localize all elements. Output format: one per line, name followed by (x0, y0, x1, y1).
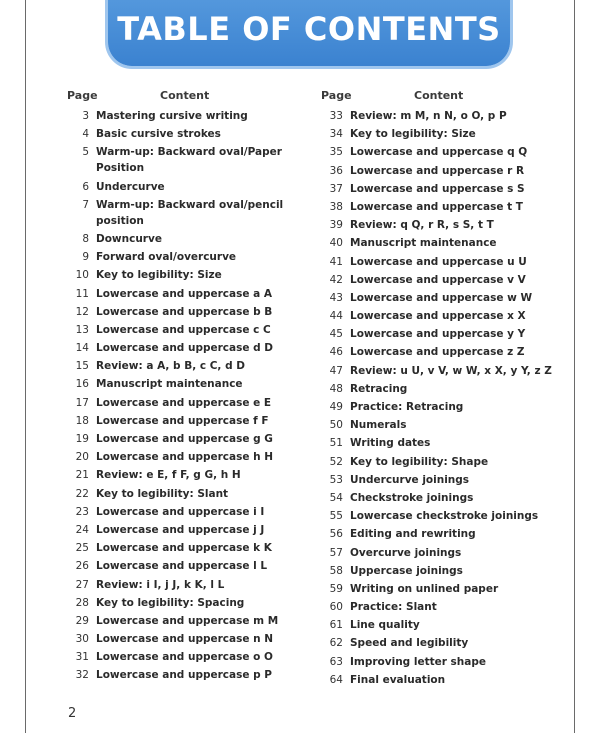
toc-entry-page: 3 (82, 110, 89, 122)
left-content-header: Content (160, 89, 210, 102)
toc-entry (321, 599, 571, 615)
toc-entry-title: Key to legibility: Slant (96, 487, 229, 500)
toc-entry-page: 53 (329, 473, 343, 486)
toc-entry-title: Lowercase and uppercase p P (96, 669, 272, 682)
toc-entry (67, 613, 317, 629)
toc-entry-title: Writing on unlined paper (350, 582, 499, 595)
toc-entry (67, 267, 317, 283)
toc-entry-page: 15 (75, 360, 89, 373)
toc-entry (321, 563, 571, 579)
toc-entry-page: 24 (75, 523, 89, 536)
right-content-header: Content (414, 89, 464, 102)
toc-entry-title: Basic cursive strokes (96, 128, 221, 141)
toc-entry (321, 454, 571, 470)
toc-entry-page: 27 (75, 578, 89, 591)
toc-entry (321, 254, 571, 270)
toc-entry-page: 17 (75, 396, 89, 409)
toc-entry-page: 63 (329, 655, 343, 668)
toc-entry-page: 13 (75, 323, 89, 336)
toc-entry-title: Lowercase and uppercase k K (96, 542, 272, 555)
toc-entry-page: 25 (75, 542, 89, 555)
toc-entry-page: 4 (82, 128, 89, 141)
toc-entry-page: 59 (329, 582, 343, 595)
toc-entry (321, 472, 571, 488)
toc-entry (321, 108, 571, 124)
toc-entry-page: 29 (75, 614, 89, 627)
toc-entry-title: Review: i I, j J, k K, l L (96, 578, 225, 591)
toc-entry-title: Review: a A, b B, c C, d D (96, 360, 245, 373)
toc-entry (67, 467, 317, 483)
page-edge-right (574, 0, 575, 733)
toc-entry (67, 522, 317, 538)
toc-entry (321, 163, 571, 179)
toc-entry-title: Writing dates (350, 437, 431, 450)
toc-entry-page: 34 (329, 128, 343, 141)
toc-entry-page: 52 (329, 455, 343, 468)
toc-entry-page: 54 (329, 491, 343, 504)
toc-entry-title: Key to legibility: Size (96, 269, 222, 282)
toc-entry-title: Lowercase and uppercase e E (96, 396, 272, 409)
toc-entry-page: 51 (329, 437, 343, 450)
toc-entry-title: Editing and rewriting (350, 528, 476, 541)
toc-entry-title: Lowercase and uppercase b B (96, 305, 273, 318)
toc-entry-title: Lowercase and uppercase m M (96, 614, 279, 627)
toc-entry (321, 326, 571, 342)
toc-entry-title: Manuscript maintenance (350, 237, 497, 250)
toc-entry (67, 413, 317, 429)
toc-entry-page: 57 (329, 546, 343, 559)
toc-entry-page: 62 (329, 637, 343, 650)
toc-entry-title: Lowercase and uppercase w W (350, 291, 533, 304)
toc-entry (67, 540, 317, 556)
toc-entry (321, 235, 571, 251)
page-title: TABLE OF CONTENTS (117, 10, 501, 48)
toc-entry (321, 635, 571, 651)
toc-entry-page: 23 (75, 505, 89, 518)
right-page-header: Page (321, 89, 352, 102)
toc-entry (67, 649, 317, 665)
toc-entry (67, 231, 317, 247)
toc-entry (321, 272, 571, 288)
toc-entry-page: 16 (75, 378, 89, 391)
toc-entry-page: 44 (329, 310, 343, 323)
toc-entry-title: Lowercase and uppercase z Z (350, 346, 525, 359)
toc-entry-page: 19 (75, 433, 89, 445)
toc-entry-title: Lowercase and uppercase h H (96, 451, 274, 464)
toc-entry (321, 490, 571, 506)
toc-entry-title: Key to legibility: Size (350, 128, 476, 141)
toc-entry-title: Lowercase and uppercase c C (96, 323, 271, 336)
toc-entry (67, 577, 317, 593)
toc-entry (67, 144, 317, 176)
toc-entry-page: 9 (82, 251, 89, 264)
toc-entry-page: 43 (329, 291, 343, 304)
toc-entry-title: Warm-up: Backward oval/Paper Position (96, 146, 282, 175)
toc-entry-title: Lowercase and uppercase f F (96, 414, 269, 427)
toc-entry-title: Key to legibility: Shape (350, 455, 489, 468)
toc-entry (321, 144, 571, 160)
toc-entry-page: 37 (329, 182, 343, 195)
toc-entry (321, 581, 571, 597)
toc-entry-page: 33 (329, 110, 343, 122)
toc-entry-title: Improving letter shape (350, 655, 487, 668)
toc-entry (321, 181, 571, 197)
toc-entry-title: Lowercase and uppercase v V (350, 273, 526, 286)
toc-entry (321, 508, 571, 524)
toc-entry (321, 672, 571, 688)
toc-entry-title: Practice: Retracing (350, 401, 464, 413)
toc-entry (67, 667, 317, 683)
toc-entry-page: 14 (75, 342, 89, 355)
toc-entry (67, 358, 317, 374)
toc-entry-title: Review: q Q, r R, s S, t T (350, 219, 494, 232)
toc-entry-title: Lowercase and uppercase i I (96, 505, 265, 518)
toc-entry-title: Lowercase and uppercase y Y (350, 328, 526, 341)
toc-entry (321, 526, 571, 542)
toc-entry-page: 35 (329, 146, 343, 159)
toc-entry-page: 58 (329, 564, 343, 577)
toc-entry (321, 199, 571, 215)
toc-entry-page: 38 (329, 200, 343, 213)
toc-entry (321, 308, 571, 324)
toc-entry-title: Review: m M, n N, o O, p P (350, 110, 507, 122)
toc-entry-page: 21 (75, 469, 89, 482)
toc-entry-page: 26 (75, 560, 89, 573)
toc-entry (321, 344, 571, 360)
toc-entry (67, 631, 317, 647)
toc-entry (321, 617, 571, 633)
toc-entry-title: Uppercase joinings (350, 564, 463, 577)
toc-entry-title: Lowercase and uppercase o O (96, 651, 273, 664)
toc-entry-page: 10 (75, 269, 89, 282)
toc-entry (321, 435, 571, 451)
toc-entry-title: Key to legibility: Spacing (96, 596, 245, 609)
toc-entry-title: Warm-up: Backward oval/pencil position (96, 198, 284, 227)
toc-entry-title: Lowercase and uppercase a A (96, 287, 272, 300)
toc-entry-page: 18 (75, 414, 89, 427)
toc-entry (67, 376, 317, 392)
toc-entry (321, 381, 571, 397)
toc-entry-title: Forward oval/overcurve (96, 251, 237, 264)
toc-entry-page: 61 (329, 619, 343, 632)
toc-entry-page: 30 (75, 633, 89, 646)
toc-entry (67, 249, 317, 265)
toc-entry (67, 449, 317, 465)
toc-entry (321, 290, 571, 306)
toc-entry (321, 399, 571, 415)
toc-entry-page: 45 (329, 328, 343, 341)
toc-entry-title: Lowercase and uppercase l L (96, 560, 268, 573)
toc-entry-title: Numerals (350, 419, 407, 432)
toc-entry-page: 36 (329, 164, 343, 177)
toc-entry-page: 48 (329, 382, 343, 395)
toc-entry-page: 20 (75, 451, 89, 464)
toc-entry-page: 31 (75, 651, 89, 664)
toc-entry-title: Lowercase and uppercase x X (350, 310, 526, 323)
toc-entry (67, 431, 317, 447)
toc-entry-title: Checkstroke joinings (350, 491, 474, 504)
toc-entry-page: 64 (329, 673, 343, 686)
toc-entry (321, 363, 571, 379)
toc-entry (67, 504, 317, 520)
page-number: 2 (68, 706, 77, 721)
toc-entry-page: 41 (329, 255, 343, 268)
toc-entry (67, 126, 317, 142)
toc-entry-page: 55 (329, 510, 343, 523)
toc-entry-page: 39 (329, 219, 343, 232)
toc-entry-title: Review: u U, v V, w W, x X, y Y, z Z (350, 364, 552, 377)
toc-entry-title: Lowercase checkstroke joinings (350, 510, 539, 523)
toc-entry-page: 50 (329, 419, 343, 432)
toc-entry (67, 322, 317, 338)
toc-entry (67, 395, 317, 411)
toc-entry-page: 60 (329, 601, 343, 614)
toc-entry-page: 5 (82, 146, 89, 159)
toc-entry-title: Lowercase and uppercase j J (96, 523, 265, 536)
toc-entry (321, 217, 571, 233)
toc-entry (67, 340, 317, 356)
toc-entry (67, 286, 317, 302)
toc-entry-title: Lowercase and uppercase q Q (350, 146, 528, 159)
toc-entry-title: Lowercase and uppercase u U (350, 255, 527, 268)
toc-entry-title: Lowercase and uppercase r R (350, 164, 525, 177)
toc-entry (321, 654, 571, 670)
toc-entry-title: Mastering cursive writing (96, 110, 248, 122)
toc-entry-title: Practice: Slant (350, 601, 437, 614)
toc-entry (321, 417, 571, 433)
toc-entry-page: 7 (82, 198, 89, 211)
toc-entry-title: Speed and legibility (350, 637, 469, 650)
toc-entry-page: 8 (82, 232, 89, 245)
toc-entry-page: 40 (329, 237, 343, 250)
toc-entry-page: 46 (329, 346, 343, 359)
toc-entry (67, 486, 317, 502)
toc-entry-title: Lowercase and uppercase d D (96, 342, 274, 355)
toc-entry-title: Lowercase and uppercase s S (350, 182, 525, 195)
toc-entry-page: 22 (75, 487, 89, 500)
toc-entry (67, 558, 317, 574)
toc-entry-title: Manuscript maintenance (96, 378, 243, 391)
toc-entry (67, 304, 317, 320)
toc-entry-page: 47 (329, 364, 343, 377)
toc-entry-page: 56 (329, 528, 343, 541)
toc-entry-title: Downcurve (96, 232, 162, 245)
toc-entry (67, 108, 317, 124)
toc-entry-page: 11 (75, 287, 89, 300)
toc-entry-page: 32 (75, 669, 89, 682)
toc-entry-page: 12 (75, 305, 89, 318)
toc-entry-title: Undercurve (96, 180, 165, 193)
toc-entry-title: Lowercase and uppercase g G (96, 433, 273, 445)
toc-entry (321, 545, 571, 561)
toc-entry (67, 179, 317, 195)
toc-entry-title: Lowercase and uppercase n N (96, 633, 274, 646)
toc-entry-title: Lowercase and uppercase t T (350, 200, 523, 213)
toc-entry-title: Review: e E, f F, g G, h H (96, 469, 241, 482)
toc-left-column (67, 108, 317, 686)
toc-entry-title: Final evaluation (350, 673, 446, 686)
toc-entry-page: 6 (82, 180, 89, 193)
toc-entry-title: Overcurve joinings (350, 546, 462, 559)
toc-entry-page: 28 (75, 596, 89, 609)
toc-entry (321, 126, 571, 142)
toc-entry-title: Retracing (350, 382, 408, 395)
toc-right-column (321, 108, 571, 690)
toc-entry (67, 197, 317, 229)
toc-entry-title: Line quality (350, 619, 420, 632)
page-edge-left (25, 0, 26, 733)
toc-entry (67, 595, 317, 611)
left-page-header: Page (67, 89, 98, 102)
toc-entry-title: Undercurve joinings (350, 473, 470, 486)
toc-entry-page: 49 (329, 401, 343, 413)
toc-entry-page: 42 (329, 273, 343, 286)
